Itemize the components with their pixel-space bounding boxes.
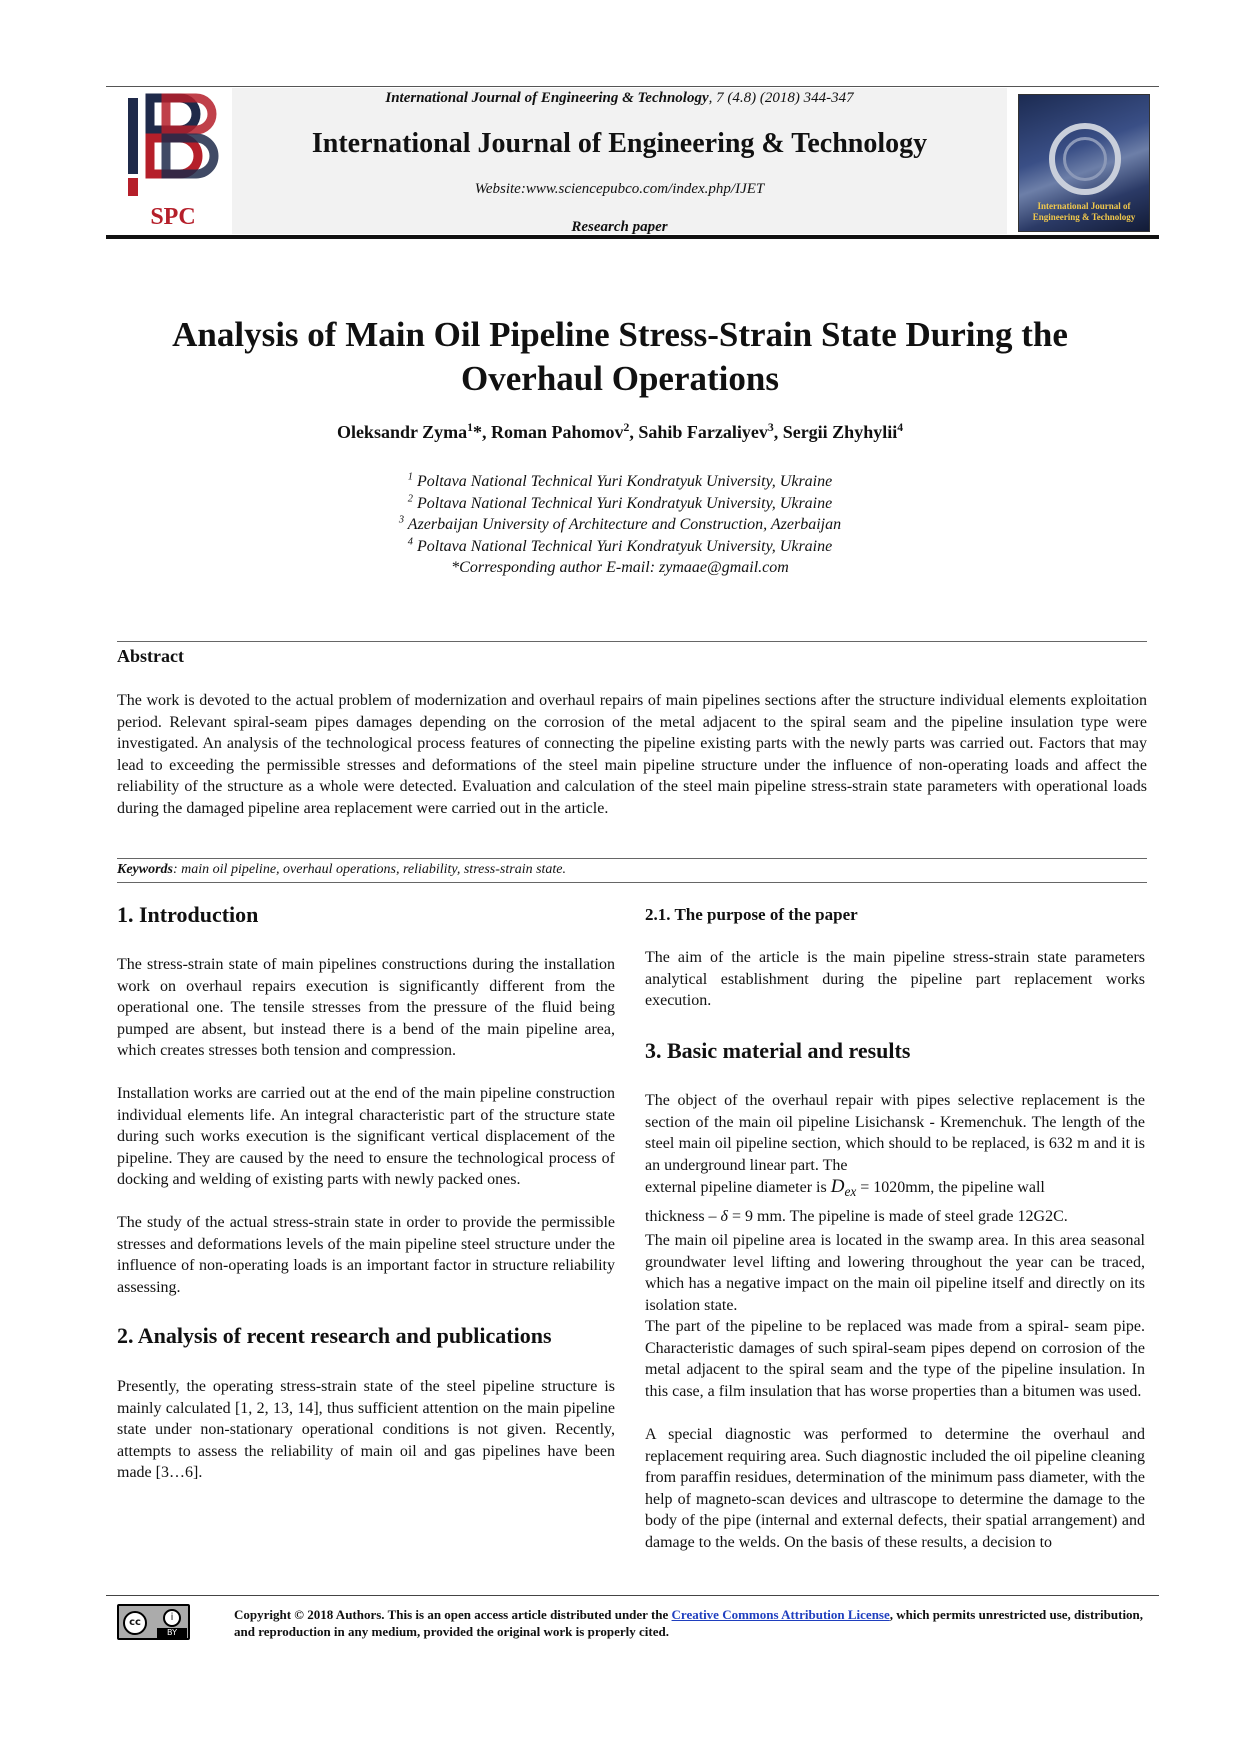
section-heading-introduction: 1. Introduction [117,902,259,927]
affiliation: $^3$ Azerbaijan University of Architecture and Construction, Azerbaijan [398,514,842,533]
keywords [117,862,1147,878]
formula-diameter-symbol: D [830,1176,845,1197]
paragraph-intro-2: Installation works are carried out at the end of the main pipeline construction individual elements life. An integral characteristic part of the structure state during such works execution is the significant vertical displacement of the pipeline. They are caused by the need to ensure the technological process of docking and welding of existing parts with newly packed ones. [117,1085,616,1188]
cover-inner-ring-graphic [1063,137,1107,181]
formula-thickness-value: = 9 mm [727,1208,782,1225]
author: Roman Pahomov$^2$, [490,421,639,442]
affiliation: $^2$ Poltava National Technical Yuri Kondratyuk University, Ukraine [407,493,833,512]
section-heading-analysis: 2. Analysis of recent research and publications [117,1323,552,1348]
paragraph-intro-3: The study of the actual stress-strain state in order to provide the permissible stresses and deformations levels of the main pipeline steel structure under the influence of non-operating loads is an important factor in structure reliability assessing. [117,1214,616,1296]
header-band [232,88,1007,234]
header-top-rule [106,86,1159,87]
logo-text: SPC [150,204,196,230]
paragraph-intro-1: The stress-strain state of main pipelines constructions during the installation work on overhaul repairs execution is significantly different from the operational one. The tensile stresses from the pressure of the fluid being pumped are absent, but instead there is a bend of the main pipeline area, which creates stresses both tension and compression. [117,956,616,1059]
paper-type: Research paper [571,219,668,235]
keywords-label: Keywords [117,862,173,877]
keywords-text: : main oil pipeline, overhaul operations, reliability, stress-strain state. [173,862,567,877]
title-line: Analysis of Main Oil Pipeline Stress-Strain State During the [172,315,1068,354]
line-thickness-formula: thickness – δ = 9 mm. The pipeline is made of steel grade 12G2C. [645,1208,1068,1225]
abstract-heading: Abstract [117,646,184,666]
paragraph-analysis-1: Presently, the operating stress-strain state of the steel pipeline structure is mainly calculated [1, 2, 13, 14], thus sufficient attention on the main pipeline state under non-stationary operational conditions is not given. Recently, attempts to assess the reliability of main oil and gas pipelines have been made [3…6]. [117,1378,616,1481]
cc-by-license-badge[interactable] [117,1604,190,1640]
author: Oleksandr Zyma$^1$*, [336,421,491,442]
author-list [130,422,1110,443]
affiliation: $^1$ Poltava National Technical Yuri Kondratyuk University, Ukraine [407,471,833,490]
journal-website[interactable]: Website:www.sciencepubco.com/index.php/IJET [474,181,765,197]
paragraph-purpose: The aim of the article is the main pipeline stress-strain state parameters analytical establishment during the pipeline part replacement works execution. [645,949,1146,1009]
by-label: BY [157,1628,187,1638]
copyright-notice: Copyright © 2018 Authors. This is an open access article distributed under the Creative Commons Attribution License, which permits unrestricted use, distribution, and reproduction in any medium, provided the original work is properly cited. [234,1607,1144,1639]
formula-thickness-symbol: δ [720,1208,728,1225]
paragraph-basic-3: A special diagnostic was performed to determine the overhaul and replacement requiring area. Such diagnostic included the oil pipeline cleaning from paraffin residues, determination of the minimum pass diameter, with the help of magneto-scan devices and ultrascope to determine the damage to the body of the pipe (internal and external defects, their spatial arrangement) and damage to the welds. On the basis of these results, a decision to [645,1426,1146,1551]
corresponding-author: *Corresponding author E-mail: zymaae@gmail.com [451,559,789,576]
paragraph-basic-1: The object of the overhaul repair with pipes selective replacement is the section of the main oil pipeline Lisichansk - Kremenchuk. The length of the steel main oil pipeline section, which should to be replaced, is 632 m and it is an underground linear part. The [645,1092,1146,1174]
formula-diameter-subscript: ex [844,1184,857,1200]
footer-rule [106,1595,1159,1596]
journal-ref-volume: , 7 (4.8) (2018) 344-347 [708,90,854,106]
author: Sergii Zhyhylii$^4$ [782,421,904,442]
paragraph-basic-2: The part of the pipeline to be replaced was made from a spiral- seam pipe. Characteristic damages of such spiral-seam pipes depend on corrosion of the metal adjacent to the spiral seam and the type of the pipeline insulation. In this case, a film insulation that has worse properties than a bitumen was used. [645,1318,1146,1400]
abstract-body: The work is devoted to the actual problem of modernization and overhaul repairs of main pipelines sections after the structure individual elements exploitation period. Relevant spiral-seam pipes damages depending on the corrosion of the metal adjacent to the spiral seam and the pipeline insulation type were investigated. An analysis of the technological process features of connecting the pipeline existing parts with the newly parts was carried out. Factors that may lead to exceeding the permissible stresses and deformations of the steel main pipeline structure under the influence of non-operating loads and affect the reliability of the structure as a whole were detected. Evaluation and calculation of the steel main pipeline stress-strain state parameters with operational loads during the damaged pipeline area replacement were carried out in the article. [117,692,1148,817]
journal-name: International Journal of Engineering & Technology [311,128,928,159]
affiliation: $^4$ Poltava National Technical Yuri Kondratyuk University, Ukraine [407,536,833,555]
section-heading-basic-material: 3. Basic material and results [645,1038,911,1063]
keywords-bottom-rule [117,882,1147,883]
formula-diameter-value: = 1020mm, [856,1179,935,1196]
attribution-person-icon: i [163,1609,181,1627]
license-link[interactable]: Creative Commons Attribution License [671,1607,890,1622]
keywords-top-rule [117,858,1147,859]
section-heading-purpose: 2.1. The purpose of the paper [645,905,858,924]
paragraph-basic-1b: The main oil pipeline area is located in the swamp area. In this area seasonal groundwater level lifting and lowering throughout the year can be traced, which has a negative impact on the main oil pipeline itself and directly on its isolation state. [645,1232,1145,1314]
paper-title [130,313,1110,401]
cover-label: International Journal of Engineering & Technology [1032,201,1136,222]
journal-reference [232,90,1007,107]
line-diameter-formula: external pipeline diameter is $D_{ex} = 1020mm$, the pipeline wall [645,1176,1045,1200]
journal-cover-image [1018,94,1150,232]
affiliation-list [230,471,1010,579]
creative-commons-icon: cc [123,1611,147,1635]
author: Sahib Farzaliyev$^3$, [638,421,783,442]
abstract-top-rule [117,641,1147,642]
journal-ref-name: International Journal of Engineering & Technology [385,90,709,106]
title-line: Overhaul Operations [461,359,779,398]
